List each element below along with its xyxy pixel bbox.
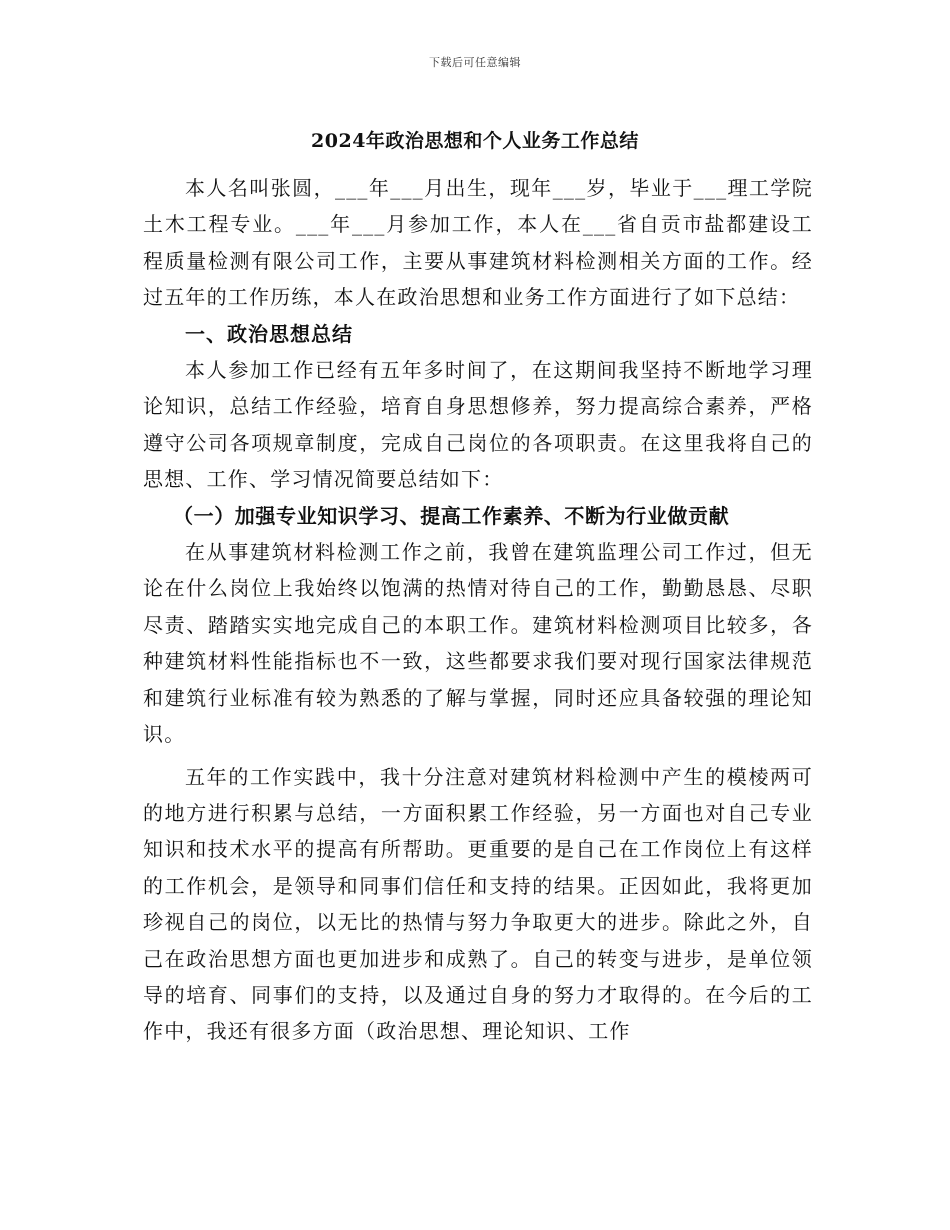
subsection-paragraph-2: 五年的工作实践中，我十分注意对建筑材料检测中产生的模棱两可的地方进行积累与总结，一方面积累工作经验，另一方面也对自己专业知识和技术水平的提高有所帮助。更重要的是自己在工作岗位上有这样的工作机会，是领导和同事们信任和支持的结果。正因如此，我将更加珍视自己的岗位，以无比的热情与努力争取更大的进步。除此之外，自己在政治思想方面也更加进步和成熟了。自己的转变与进步，是单位领导的培育、同事们的支持，以及通过自身的努力才取得的。在今后的工作中，我还有很多方面（政治思想、理论知识、工作 — [143, 764, 813, 1044]
section-heading-political-thought: 一、政治思想总结 — [185, 321, 353, 346]
document-body — [143, 170, 813, 1050]
section-paragraph-political-thought: 本人参加工作已经有五年多时间了，在这期间我坚持不断地学习理论知识，总结工作经验，培育自身思想修养，努力提高综合素养，严格遵守公司各项规章制度，完成自己岗位的各项职责。在这里我将自己的思想、工作、学习情况简要总结如下： — [143, 358, 813, 492]
subsection-paragraph-1: 在从事建筑材料检测工作之前，我曾在建筑监理公司工作过，但无论在什么岗位上我始终以饱满的热情对待自己的工作，勤勤恳恳、尽职尽责、踏踏实实地完成自己的本职工作。建筑材料检测项目比较多，各种建筑材料性能指标也不一致，这些都要求我们要对现行国家法律规范和建筑行业标准有较为熟悉的了解与掌握，同时还应具备较强的理论知识。 — [143, 540, 813, 747]
page-header-note: 下载后可任意编辑 — [429, 56, 521, 69]
intro-paragraph: 本人名叫张圆，___年___月出生，现年___岁，毕业于___理工学院土木工程专业。___年___月参加工作，本人在___省自贡市盐都建设工程质量检测有限公司工作，主要从事建筑材料检测相关方面的工作。经过五年的工作历练，本人在政治思想和业务工作方面进行了如下总结： — [143, 176, 813, 310]
subsection-heading-professional-knowledge: （一）加强专业知识学习、提高工作素养、不断为行业做贡献 — [173, 503, 730, 528]
document-title: 2024年政治思想和个人业务工作总结 — [311, 130, 639, 152]
